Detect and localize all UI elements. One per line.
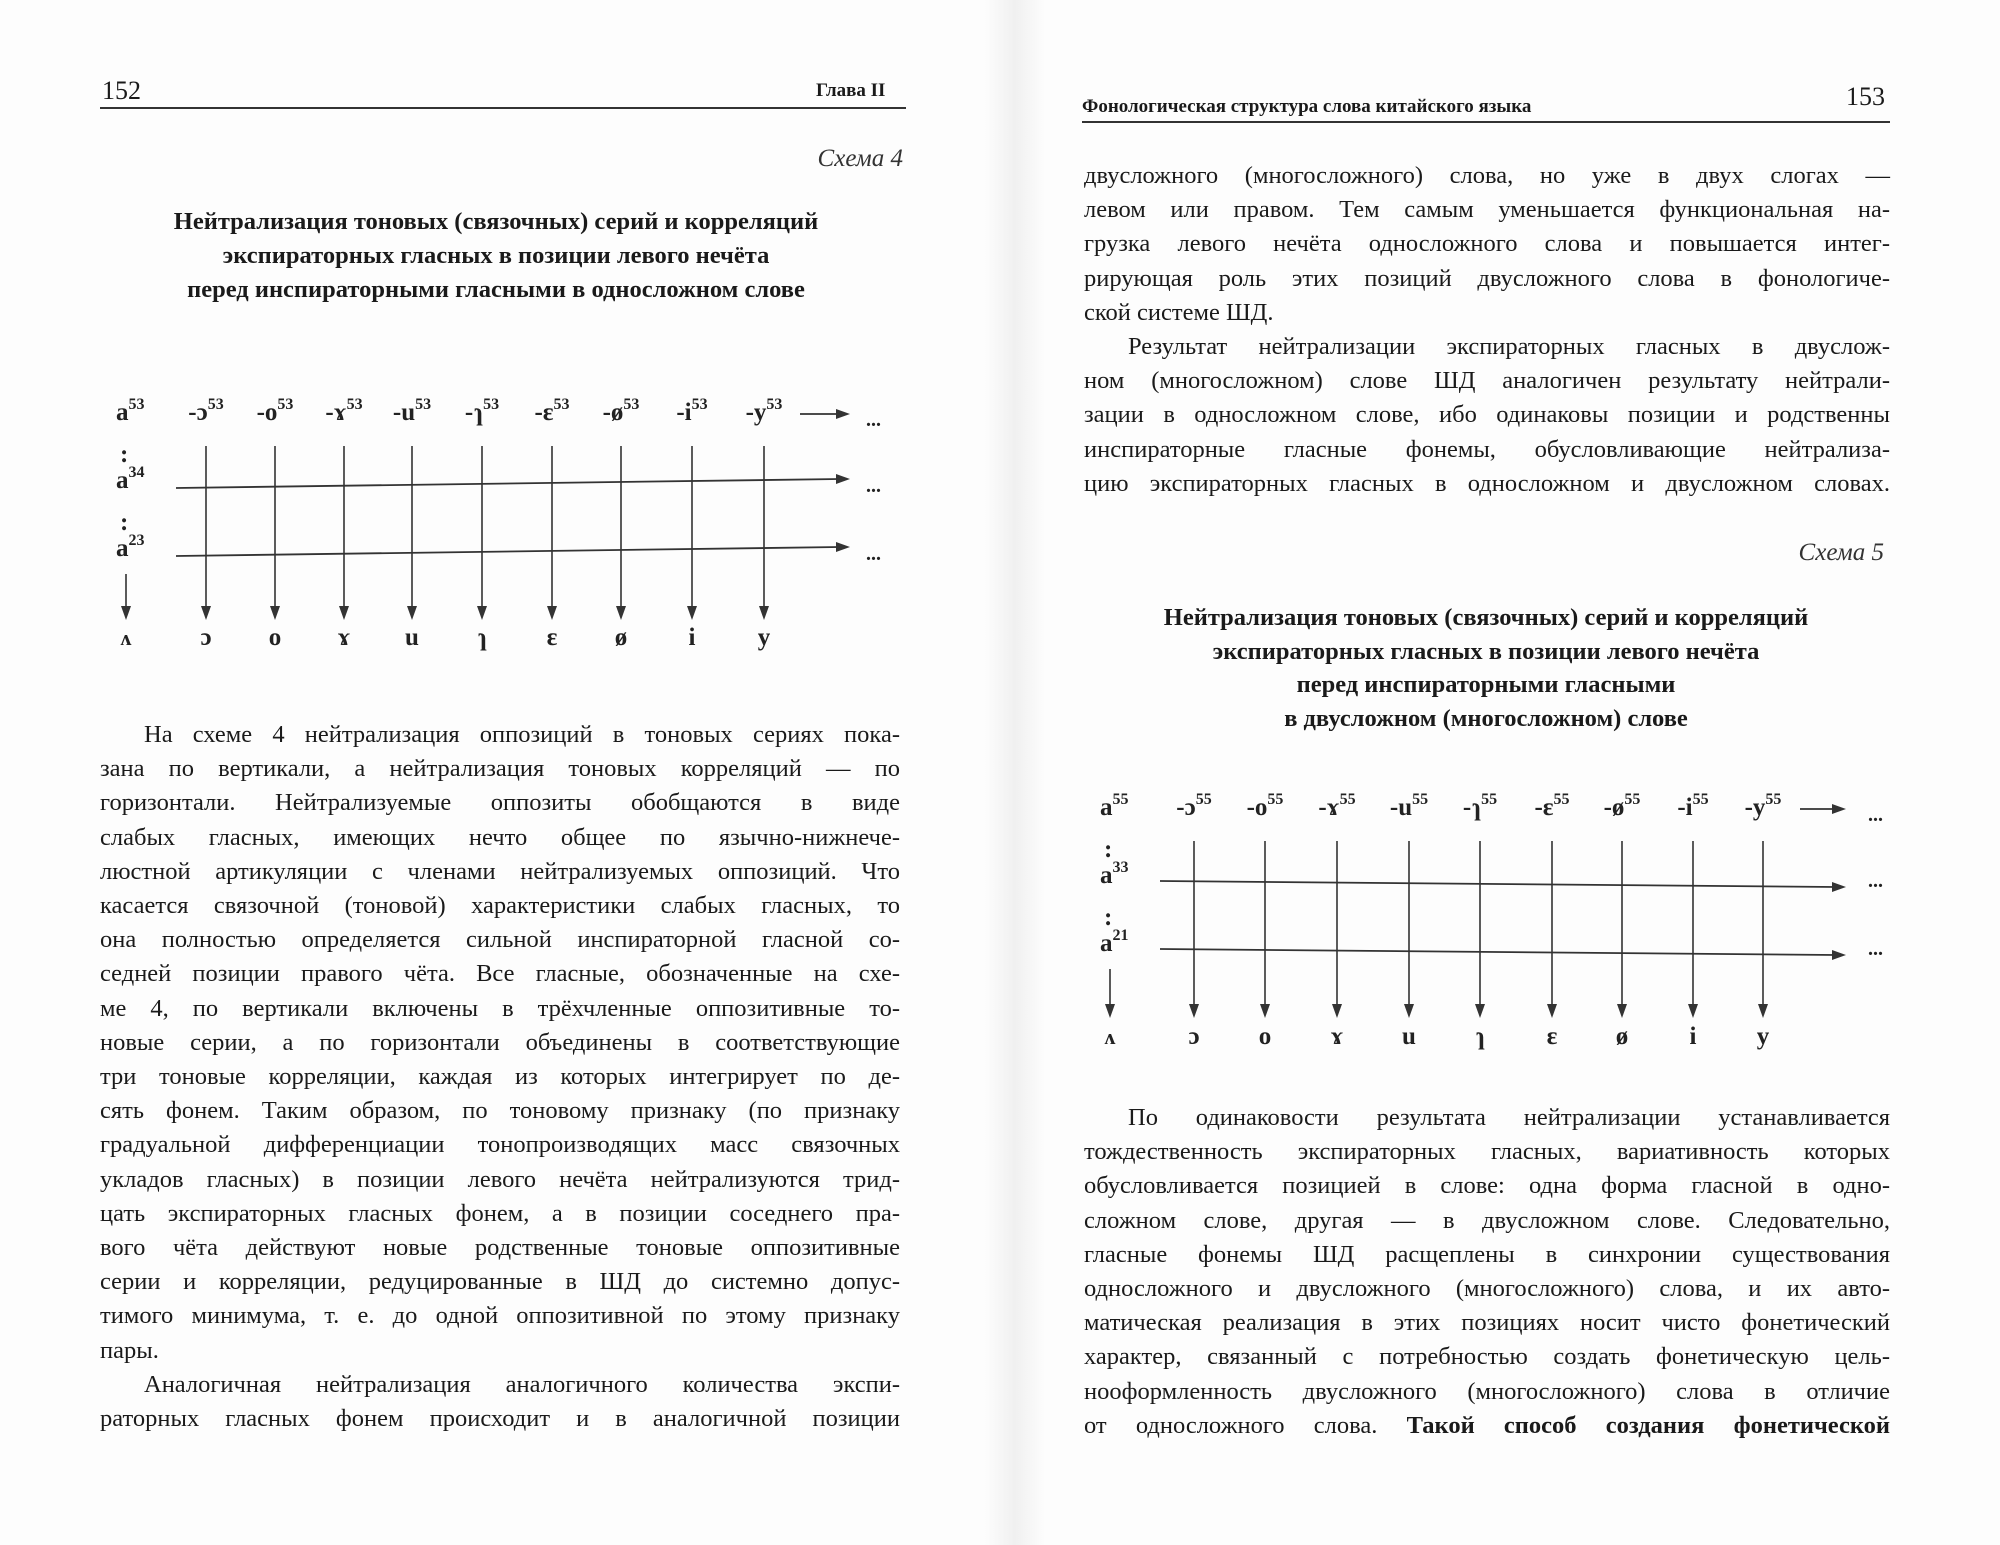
text-line: грузка левого нечёта односложного слова и повышается интег- [1084, 230, 1890, 258]
result-vowel: ɔ [200, 624, 212, 651]
phoneme-label: $-ø^{55}$ [1603, 791, 1641, 821]
arrowhead-icon [407, 606, 417, 620]
text-line: тождественность экспираторных гласных, вариативность которых [1084, 1138, 1890, 1166]
text-line: сложном слове, другая — в двусложном слове. Следовательно, [1084, 1206, 1890, 1234]
page-number-left: 152 [102, 76, 141, 105]
schema-title-line: Нейтрализация тоновых (связочных) серий и корреляций [173, 208, 819, 235]
text-line: люстной артикуляции с членами нейтрализуемых оппозиций. Что [100, 857, 900, 885]
phoneme-label: $-u^{53}$ [392, 396, 432, 426]
text-line: три тоновые корреляции, каждая из которых интегрирует по де- [100, 1063, 900, 1090]
text-run: от односложного слова. [1084, 1411, 1407, 1439]
phoneme-label: $a^{55}$ [1100, 791, 1129, 821]
arrowhead-icon [759, 606, 769, 620]
ellipsis: ... [866, 475, 881, 497]
arrowhead-icon [477, 606, 487, 620]
result-vowel: i [1689, 1023, 1697, 1050]
text-line: односложного и двусложного (многосложного) слова, и их авто- [1084, 1275, 1890, 1302]
running-head-right: Фонологическая структура слова китайского языка [1082, 96, 1532, 117]
ellipsis: ... [866, 409, 881, 431]
arrowhead-icon [836, 474, 850, 484]
schema-label-5: Схема 5 [1798, 539, 1884, 566]
arrowhead-icon [339, 606, 349, 620]
text-line: рирующая роль этих позиций двусложного слова в фонологиче- [1084, 264, 1890, 292]
arrowhead-icon [1832, 950, 1846, 960]
phoneme-label: $-y^{55}$ [1744, 791, 1782, 821]
result-vowel: ʌ [1104, 1024, 1116, 1049]
schema-title-line: перед инспираторными гласными в односложном слове [187, 276, 805, 303]
arrowhead-icon [1547, 1004, 1557, 1018]
schema-4-diagram [0, 0, 1000, 700]
correlation-arrow [1160, 881, 1836, 887]
text-line: пары. [100, 1336, 159, 1364]
result-vowel: o [1258, 1023, 1272, 1050]
result-vowel: ø [1615, 1023, 1629, 1050]
text-line: тимого минимума, т. е. до одной оппозитивной по этому признаку [100, 1302, 900, 1330]
row-separator: : [120, 509, 129, 536]
phoneme-label: -ɿ$^{55}$ [1462, 791, 1498, 821]
phoneme-label: -ɛ$^{55}$ [1534, 791, 1570, 821]
result-vowel: o [268, 624, 282, 651]
schema-title-line: в двусложном (многосложном) слове [1284, 704, 1688, 732]
text-line: градуальной дифференциации тонопроизводящих масс связочных [100, 1131, 900, 1159]
result-vowel: ɿ [476, 624, 488, 651]
arrowhead-icon [836, 542, 850, 552]
text-line: На схеме 4 нейтрализация оппозиций в тоновых сериях пока- [144, 721, 900, 748]
text-line: седней позиции правого чёта. Все гласные, обозначенные на схе- [100, 960, 900, 988]
result-vowel: ɛ [546, 624, 558, 651]
phoneme-label: -ɤ$^{55}$ [1318, 791, 1356, 821]
text-line: зации в односложном слове, ибо одинаковы позиции и родственны [1084, 401, 1890, 429]
arrowhead-icon [687, 606, 697, 620]
text-line: ской системе ШД. [1084, 298, 1274, 326]
page-number-right: 153 [1846, 82, 1885, 111]
row-separator: : [120, 441, 129, 468]
text-line: двусложного (многосложного) слова, но уже в двух слогах — [1084, 162, 1890, 189]
text-line: ме 4, по вертикали включены в трёхчленные оппозитивные то- [100, 994, 900, 1022]
text-line: зана по вертикали, а нейтрализация тоновых корреляций — по [100, 755, 900, 783]
result-vowel: ɛ [1546, 1023, 1558, 1050]
text-line: По одинаковости результата нейтрализации устанавливается [1128, 1104, 1890, 1131]
arrowhead-icon [1832, 882, 1846, 892]
text-line: ном (многосложном) слове ШД аналогичен результату нейтрали- [1084, 367, 1890, 395]
text-line: вого чёта действуют новые родственные тоновые оппозитивные [100, 1234, 900, 1261]
text-line: гласные фонемы ШД расщеплены в синхронии существования [1084, 1240, 1890, 1268]
result-vowel: u [405, 624, 419, 651]
text-line: цию экспираторных гласных в односложном и двусложном словах. [1084, 469, 1890, 497]
result-vowel: i [688, 624, 696, 651]
ellipsis: ... [1868, 804, 1883, 826]
schema-title-line: экспираторных гласных в позиции левого нечёта [1212, 637, 1760, 665]
ellipsis: ... [1868, 938, 1883, 960]
phoneme-label: $a^{33}$ [1100, 859, 1129, 889]
text-line [1084, 1412, 1890, 1440]
phoneme-label: $-o^{55}$ [1246, 791, 1284, 821]
schema-label-4: Схема 4 [817, 145, 903, 172]
result-vowel: ɿ [1474, 1023, 1486, 1050]
phoneme-label: -ɿ$^{53}$ [464, 396, 500, 426]
result-vowel: ɤ [337, 624, 351, 651]
running-head-left: Глава II [816, 80, 886, 101]
arrowhead-icon [1189, 1004, 1199, 1018]
arrowhead-icon [1105, 1004, 1115, 1018]
row-separator: : [1104, 904, 1113, 931]
row-separator: : [1104, 836, 1113, 863]
result-vowel: y [1756, 1023, 1770, 1050]
text-line: Результат нейтрализации экспираторных гласных в двуслож- [1128, 333, 1890, 360]
text-line: слабых гласных, имеющих нечто общее по язычно-нижнече- [100, 823, 900, 851]
phoneme-label: $-o^{53}$ [256, 396, 294, 426]
arrowhead-icon [616, 606, 626, 620]
text-line: нооформленность двусложного (многосложного) слова в отличие [1084, 1377, 1890, 1405]
text-line: она полностью определяется сильной инспираторной гласной со- [100, 926, 900, 954]
phoneme-label: $-u^{55}$ [1389, 791, 1429, 821]
phoneme-label: $a^{53}$ [116, 396, 145, 426]
result-vowel: ø [614, 624, 628, 651]
phoneme-label: -ɛ$^{53}$ [534, 396, 570, 426]
phoneme-label: $-y^{53}$ [745, 396, 783, 426]
schema-5-diagram [1000, 0, 2000, 1100]
text-line: левом или правом. Тем самым уменьшается функциональная на- [1084, 196, 1890, 224]
text-line: обусловливается позицией в слове: одна форма гласной в одно- [1084, 1172, 1890, 1200]
arrowhead-icon [1260, 1004, 1270, 1018]
phoneme-label: $a^{21}$ [1100, 927, 1129, 957]
schema-title-line: Нейтрализация тоновых (связочных) серий и корреляций [1163, 604, 1809, 631]
text-line: матическая реализация в этих позициях носит чисто фонетический [1084, 1309, 1890, 1337]
text-line: Аналогичная нейтрализация аналогичного количества экспи- [144, 1370, 900, 1398]
schema-title-line: экспираторных гласных в позиции левого нечёта [222, 242, 770, 269]
arrowhead-icon [201, 606, 211, 620]
phoneme-label: $-i^{55}$ [1677, 791, 1709, 821]
arrowhead-icon [836, 409, 850, 419]
phoneme-label: -ɔ$^{53}$ [188, 396, 224, 426]
arrowhead-icon [270, 606, 280, 620]
text-line: инспираторные гласные фонемы, обусловливающие нейтрализа- [1084, 435, 1890, 463]
arrowhead-icon [1688, 1004, 1698, 1018]
result-vowel: y [757, 624, 771, 651]
arrowhead-icon [1332, 1004, 1342, 1018]
phoneme-label: -ɔ$^{55}$ [1176, 791, 1212, 821]
text-line: серии и корреляции, редуцированные в ШД до системно допус- [100, 1268, 900, 1296]
text-run-bold: Такой способ создания фонетической [1406, 1411, 1890, 1439]
arrowhead-icon [1404, 1004, 1414, 1018]
result-vowel: ɔ [1188, 1023, 1200, 1050]
phoneme-label: -ɤ$^{53}$ [325, 396, 363, 426]
result-vowel: u [1402, 1023, 1416, 1050]
text-line: сять фонем. Таким образом, по тоновому признаку (по признаку [100, 1097, 900, 1125]
ellipsis: ... [866, 543, 881, 565]
phoneme-label: $-i^{53}$ [676, 396, 708, 426]
text-line: новые серии, а по горизонтали объединены в соответствующие [100, 1028, 900, 1056]
text-line: характер, связанный с потребностью создать фонетическую цель- [1084, 1343, 1890, 1371]
arrowhead-icon [547, 606, 557, 620]
text-line: цать экспираторных гласных фонем, а в позиции соседнего пра- [100, 1199, 900, 1227]
text-line: касается связочной (тоновой) характеристики слабых гласных, то [100, 892, 900, 919]
text-line: укладов гласных) в позиции левого нечёта нейтрализуются трид- [100, 1165, 900, 1193]
text-line: раторных гласных фонем происходит и в аналогичной позиции [100, 1405, 900, 1432]
phoneme-label: $-ø^{53}$ [602, 396, 640, 426]
arrowhead-icon [121, 606, 131, 620]
arrowhead-icon [1617, 1004, 1627, 1018]
result-vowel: ʌ [120, 625, 132, 650]
arrowhead-icon [1832, 804, 1846, 814]
schema-title-line: перед инспираторными гласными [1296, 671, 1676, 698]
ellipsis: ... [1868, 870, 1883, 892]
phoneme-label: $a^{23}$ [116, 532, 145, 562]
text-line: горизонтали. Нейтрализуемые оппозиты обобщаются в виде [100, 789, 900, 817]
correlation-arrow [1160, 949, 1836, 955]
arrowhead-icon [1758, 1004, 1768, 1018]
phoneme-label: $a^{34}$ [116, 464, 145, 494]
arrowhead-icon [1475, 1004, 1485, 1018]
result-vowel: ɤ [1330, 1023, 1344, 1050]
